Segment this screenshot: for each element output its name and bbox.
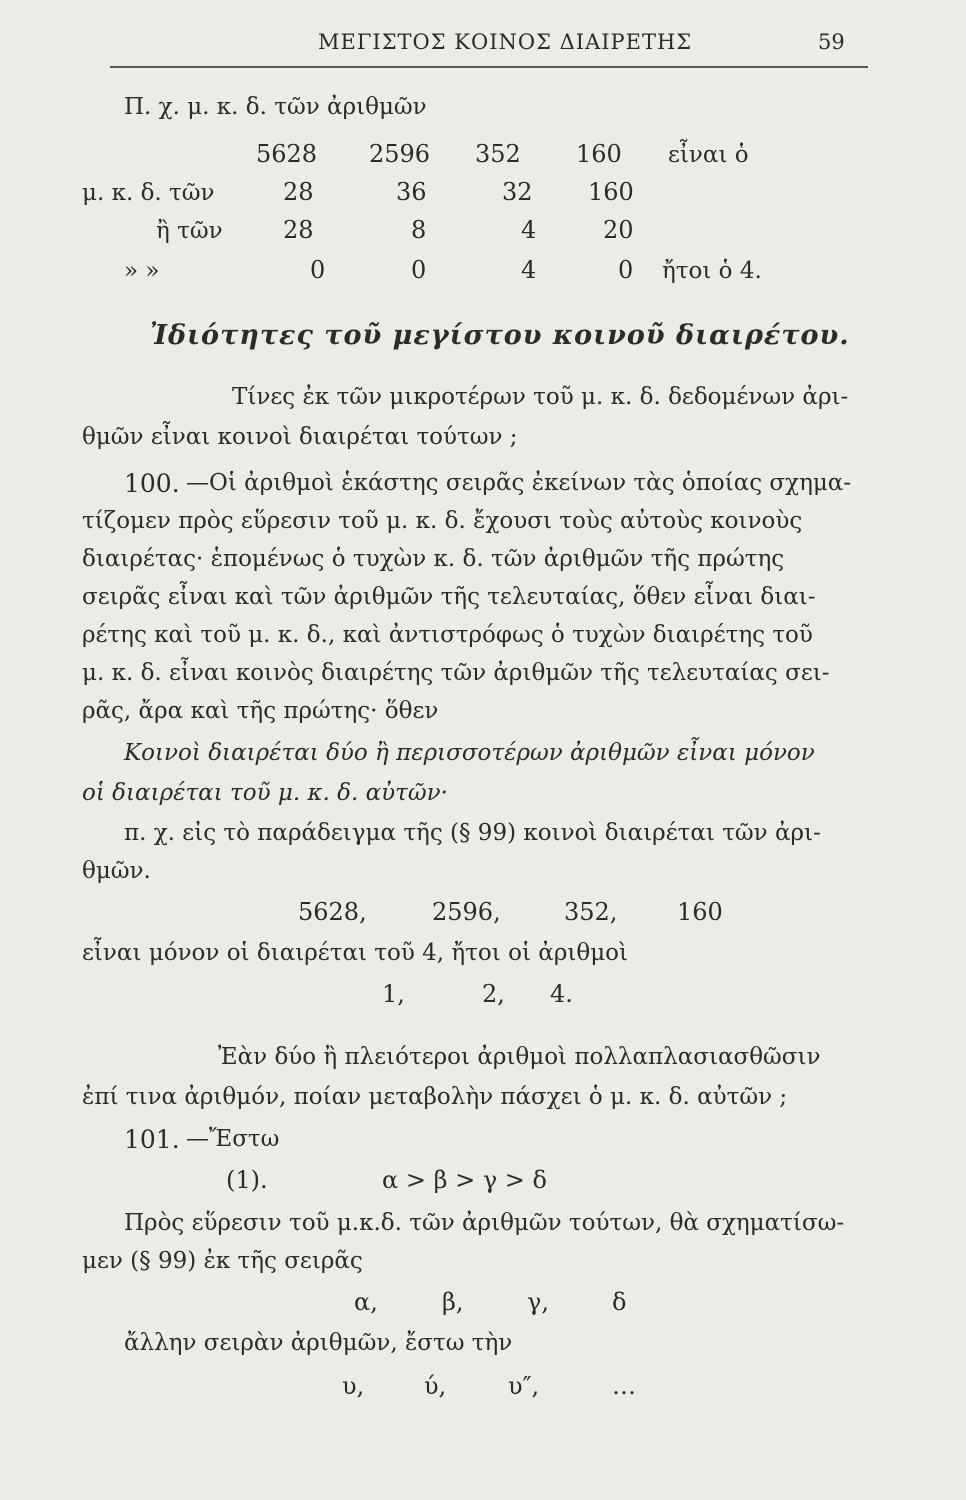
paragraph-line: Πρὸς εὕρεσιν τοῦ μ.κ.δ. τῶν ἀριθμῶν τούτων, θὰ σχηματίσω- <box>124 1210 845 1236</box>
divisor-item: 4. <box>550 980 573 1008</box>
question1-line: θμῶν εἶναι κοινοὶ διαιρέται τούτων ; <box>82 424 518 450</box>
example-value: 0 <box>411 256 427 284</box>
number-item: 160 <box>677 898 723 926</box>
example-label: » » <box>124 258 160 284</box>
header-rule <box>110 66 868 68</box>
example-value: 160 <box>576 140 622 168</box>
series-item: δ <box>612 1288 627 1316</box>
divisor-item: 2, <box>482 980 505 1008</box>
rule-statement: οἱ διαιρέται τοῦ μ. κ. δ. αὐτῶν· <box>82 780 448 806</box>
paragraph-line: τίζομεν πρὸς εὕρεσιν τοῦ μ. κ. δ. ἔχουσι τοὺς αὐτοὺς κοινοὺς <box>82 508 803 534</box>
paragraph-line: ρᾶς, ἄρα καὶ τῆς πρώτης· ὅθεν <box>82 698 439 724</box>
example-line: π. χ. εἰς τὸ παράδειγμα τῆς (§ 99) κοινοὶ διαιρέται τῶν ἀρι- <box>124 820 821 846</box>
paragraph-lead: —Ἔστω <box>186 1126 280 1152</box>
series-item: β, <box>442 1288 464 1316</box>
rule-statement: Κοινοὶ διαιρέται δύο ἢ περισσοτέρων ἀριθμῶν εἶναι μόνον <box>124 740 815 766</box>
paragraph-line: σειρᾶς εἶναι καὶ τῶν ἀριθμῶν τῆς τελευταίας, ὅθεν εἶναι διαι- <box>82 584 816 610</box>
page-number: 59 <box>818 30 845 54</box>
number-item: 5628, <box>298 898 367 926</box>
example-line: θμῶν. <box>82 858 151 884</box>
example-suffix: εἶναι ὁ <box>668 142 749 168</box>
example-value: 36 <box>396 178 427 206</box>
example-suffix: ἤτοι ὁ 4. <box>662 258 762 284</box>
number-item: 2596, <box>432 898 501 926</box>
paragraph-line: διαιρέτας· ἑπομένως ὁ τυχὼν κ. δ. τῶν ἀριθμῶν τῆς πρώτης <box>82 546 785 572</box>
example-value: 28 <box>283 216 314 244</box>
number-item: 352, <box>564 898 618 926</box>
equation-label: (1). <box>226 1166 268 1194</box>
paragraph-line: —Οἱ ἀριθμοὶ ἑκάστης σειρᾶς ἐκείνων τὰς ὁποίας σχημα- <box>186 470 852 496</box>
example-value: 4 <box>521 216 537 244</box>
section-number: 101. <box>124 1125 180 1154</box>
example-value: 352 <box>475 140 521 168</box>
example-value: 2596 <box>369 140 431 168</box>
paragraph-line: ρέτης καὶ τοῦ μ. κ. δ., καὶ ἀντιστρόφως ὁ τυχὼν διαιρέτης τοῦ <box>82 622 813 648</box>
example-intro: Π. χ. μ. κ. δ. τῶν ἀριθμῶν <box>124 94 427 120</box>
paragraph-line: μεν (§ 99) ἐκ τῆς σειρᾶς <box>82 1248 363 1274</box>
example-value: 28 <box>283 178 314 206</box>
running-header <box>0 30 966 60</box>
example-label: μ. κ. δ. τῶν <box>82 180 215 206</box>
question1-line: Τίνες ἐκ τῶν μικροτέρων τοῦ μ. κ. δ. δεδομένων ἀρι- <box>232 384 849 410</box>
question2-line: ἐπί τινα ἀριθμόν, ποίαν μεταβολὴν πάσχει ὁ μ. κ. δ. αὐτῶν ; <box>82 1084 788 1110</box>
header-title: ΜΕΓΙΣΤΟΣ ΚΟΙΝΟΣ ΔΙΑΙΡΕΤΗΣ <box>318 30 693 54</box>
example-value: 5628 <box>256 140 318 168</box>
example-value: 4 <box>521 256 537 284</box>
paragraph-line: ἄλλην σειρὰν ἀριθμῶν, ἔστω τὴν <box>124 1330 513 1356</box>
series-item: γ, <box>527 1288 549 1316</box>
result-line: εἶναι μόνον οἱ διαιρέται τοῦ 4, ἤτοι οἱ ἀριθμοὶ <box>82 940 629 966</box>
series-item: α, <box>354 1288 378 1316</box>
example-value: 8 <box>411 216 427 244</box>
paragraph-line: μ. κ. δ. εἶναι κοινὸς διαιρέτης τῶν ἀριθμῶν τῆς τελευταίας σει- <box>82 660 830 686</box>
section-heading: Ἰδιότητες τοῦ μεγίστου κοινοῦ διαιρέτου. <box>150 320 850 351</box>
section-number: 100. <box>124 469 180 498</box>
inequality: α > β > γ > δ <box>382 1166 547 1194</box>
example-label: ἢ τῶν <box>156 218 223 244</box>
series-item: ύ, <box>424 1372 447 1400</box>
example-value: 0 <box>310 256 326 284</box>
example-value: 0 <box>618 256 634 284</box>
example-value: 160 <box>588 178 634 206</box>
question2-line: Ἐὰν δύο ἢ πλειότεροι ἀριθμοὶ πολλαπλασιασθῶσιν <box>218 1044 821 1070</box>
series-item: υ, <box>342 1372 365 1400</box>
example-value: 32 <box>502 178 533 206</box>
divisor-item: 1, <box>382 980 405 1008</box>
series-item: … <box>612 1372 636 1400</box>
example-value: 20 <box>603 216 634 244</box>
series-item: υ″, <box>508 1372 540 1400</box>
